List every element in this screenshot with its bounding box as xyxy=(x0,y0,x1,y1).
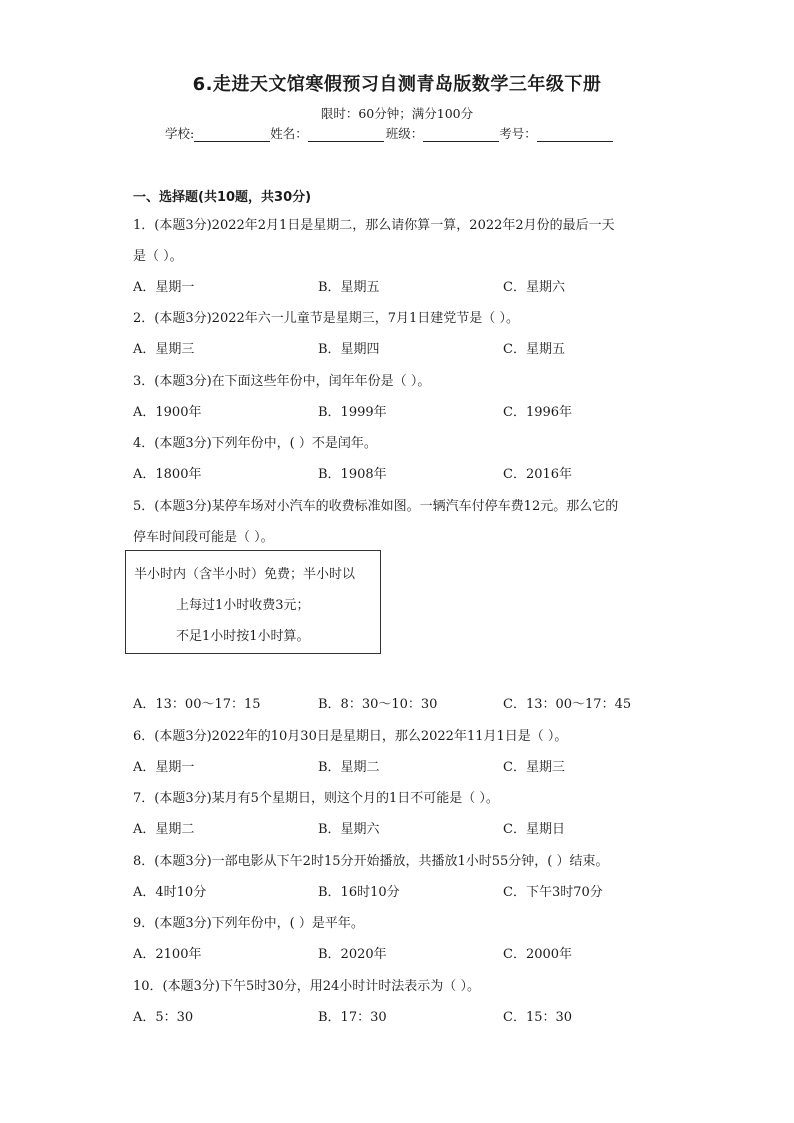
question-9-option-b[interactable]: B．2020年 xyxy=(318,947,387,962)
question-6-option-b[interactable]: B．星期二 xyxy=(318,760,380,775)
question-1-option-a[interactable]: A．星期一 xyxy=(133,280,195,295)
question-8-line-1: 8．(本题3分)一部电影从下午2时15分开始播放，共播放1小时55分钟，( ）结束。 xyxy=(133,854,609,869)
question-10-option-b[interactable]: B．17：30 xyxy=(318,1010,387,1025)
question-4-option-b[interactable]: B．1908年 xyxy=(318,467,387,482)
question-3-line-1: 3．(本题3分)在下面这些年份中，闰年年份是（ ）。 xyxy=(133,374,431,389)
question-9-option-a[interactable]: A．2100年 xyxy=(133,947,202,962)
question-10-line-1: 10．(本题3分)下午5时30分，用24小时计时法表示为（ ）。 xyxy=(133,979,480,994)
question-2-option-b[interactable]: B．星期四 xyxy=(318,342,380,357)
question-8-option-b[interactable]: B．16时10分 xyxy=(318,885,400,900)
question-8-option-a[interactable]: A．4时10分 xyxy=(133,885,207,900)
question-5-option-b[interactable]: B．8：30～10：30 xyxy=(318,697,438,712)
question-7-option-a[interactable]: A．星期二 xyxy=(133,822,195,837)
fee-rule-line-1: 半小时内（含半小时）免费；半小时以 xyxy=(134,567,356,582)
question-1-line-1: 1．(本题3分)2022年2月1日是星期二，那么请你算一算，2022年2月份的最后一天 xyxy=(133,218,615,233)
question-5-option-c[interactable]: C．13：00～17：45 xyxy=(503,697,632,712)
question-4-option-a[interactable]: A．1800年 xyxy=(133,467,202,482)
question-6-line-1: 6．(本题3分)2022年的10月30日是星期日，那么2022年11月1日是（ ）。 xyxy=(133,729,568,744)
fee-rule-line-2: 上每过1小时收费3元； xyxy=(176,598,310,613)
question-4-option-c[interactable]: C．2016年 xyxy=(503,467,573,482)
question-1-option-c[interactable]: C．星期六 xyxy=(503,280,565,295)
page-title: 6.走进天文馆寒假预习自测青岛版数学三年级下册 xyxy=(192,74,602,95)
question-7-option-c[interactable]: C．星期日 xyxy=(503,822,565,837)
school-field[interactable] xyxy=(194,127,270,142)
name-field[interactable] xyxy=(308,127,384,142)
question-3-option-a[interactable]: A．1900年 xyxy=(133,405,202,420)
question-1-option-b[interactable]: B．星期五 xyxy=(318,280,380,295)
question-9-line-1: 9．(本题3分)下列年份中，( ）是平年。 xyxy=(133,916,364,931)
question-3-option-b[interactable]: B．1999年 xyxy=(318,405,387,420)
section-heading: 一、选择题(共10题，共30分) xyxy=(133,190,312,205)
time-limit: 限时：60分钟；满分100分 xyxy=(320,106,474,121)
question-6-option-c[interactable]: C．星期三 xyxy=(503,760,565,775)
question-7-option-b[interactable]: B．星期六 xyxy=(318,822,380,837)
question-5-option-a[interactable]: A．13：00～17：15 xyxy=(133,697,261,712)
class-label: 班级： xyxy=(385,126,424,141)
question-6-option-a[interactable]: A．星期一 xyxy=(133,760,195,775)
question-10-option-c[interactable]: C．15：30 xyxy=(503,1010,573,1025)
exam-number-field[interactable] xyxy=(537,127,613,142)
student-info-row xyxy=(165,124,613,142)
parking-fee-box xyxy=(125,550,381,654)
fee-rule-line-3: 不足1小时按1小时算。 xyxy=(176,629,310,644)
class-field[interactable] xyxy=(423,127,499,142)
question-7-line-1: 7．(本题3分)某月有5个星期日，则这个月的1日不可能是（ ）。 xyxy=(133,791,499,806)
school-label: 学校: xyxy=(165,126,195,141)
question-4-line-1: 4．(本题3分)下列年份中，( ）不是闰年。 xyxy=(133,436,377,451)
exam-number-label: 考号： xyxy=(499,126,537,141)
question-5-line-1: 5．(本题3分)某停车场对小汽车的收费标准如图。一辆汽车付停车费12元。那么它的 xyxy=(133,499,619,514)
question-3-option-c[interactable]: C．1996年 xyxy=(503,405,573,420)
question-9-option-c[interactable]: C．2000年 xyxy=(503,947,573,962)
question-5-line-2: 停车时间段可能是（ ）。 xyxy=(133,530,274,545)
question-2-option-c[interactable]: C．星期五 xyxy=(503,342,565,357)
question-8-option-c[interactable]: C．下午3时70分 xyxy=(503,885,603,900)
question-2-option-a[interactable]: A．星期三 xyxy=(133,342,195,357)
question-2-line-1: 2．(本题3分)2022年六一儿童节是星期三，7月1日建党节是（ ）。 xyxy=(133,311,519,326)
name-label: 姓名： xyxy=(270,126,308,141)
question-1-line-2: 是（ ）。 xyxy=(133,249,183,264)
question-10-option-a[interactable]: A．5：30 xyxy=(133,1010,194,1025)
